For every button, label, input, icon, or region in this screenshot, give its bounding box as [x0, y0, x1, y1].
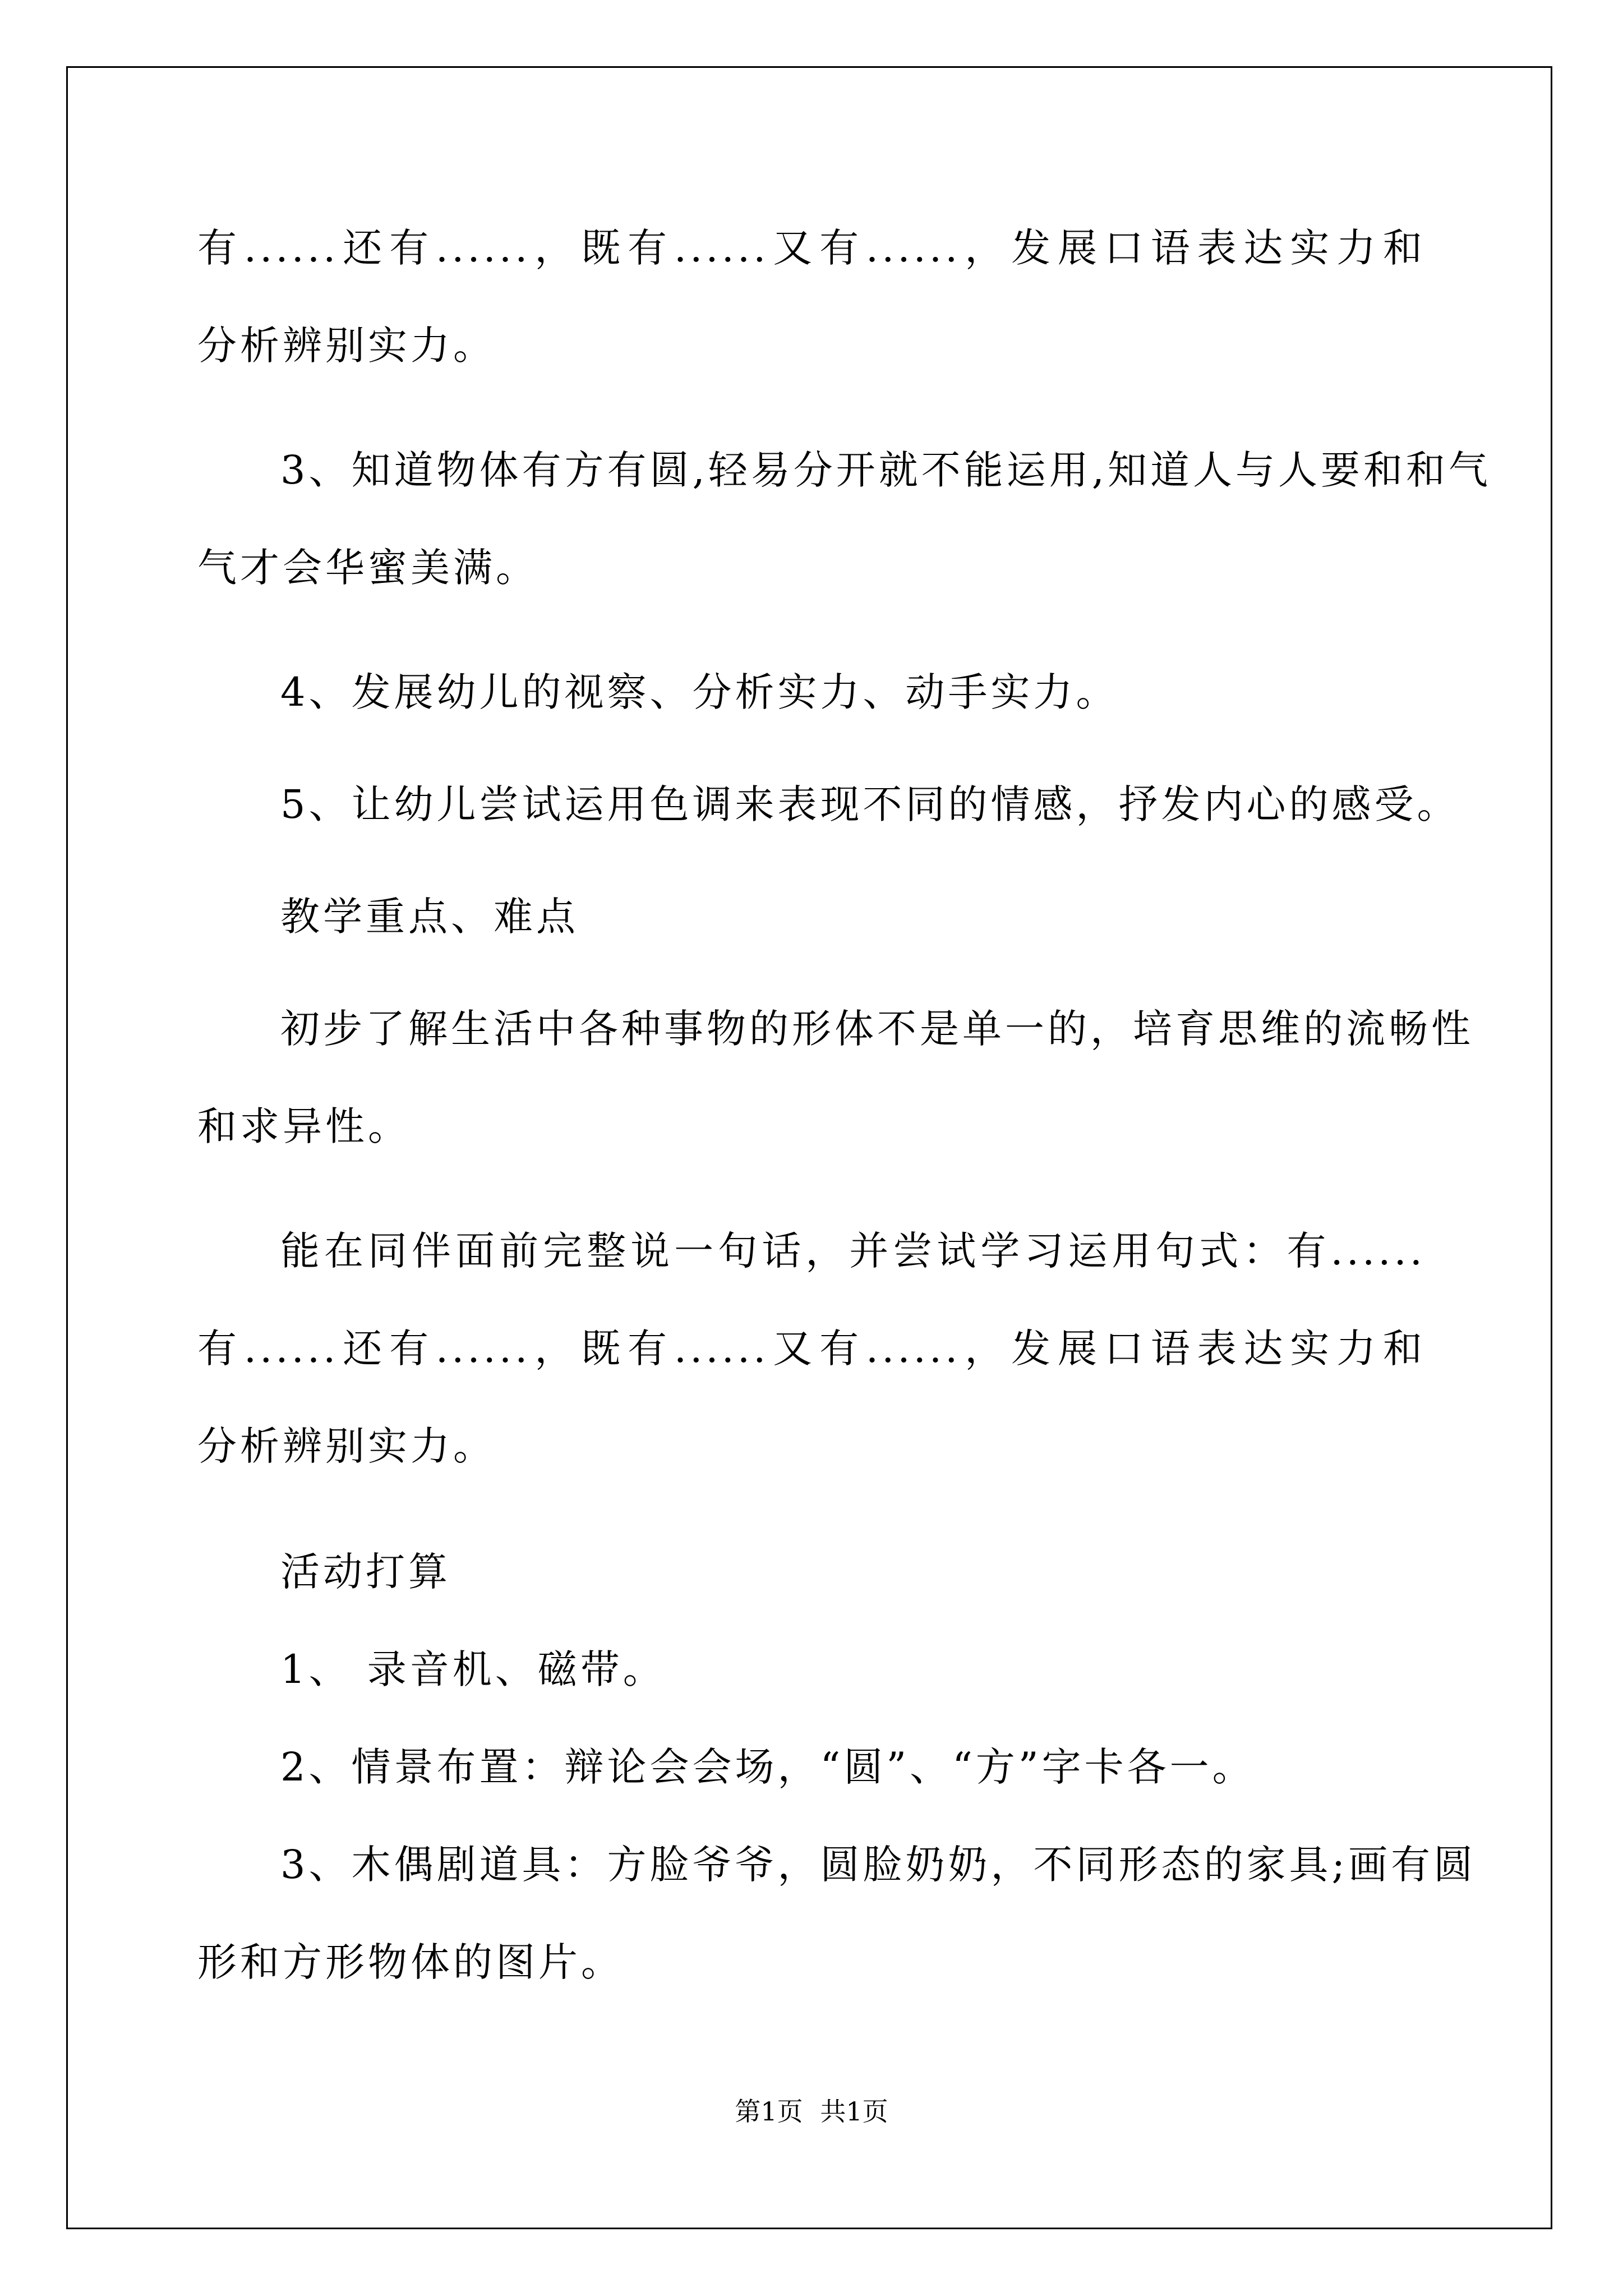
paragraph-line: 1、 录音机、磁带。	[280, 1646, 666, 1692]
paragraph-line: 初步了解生活中各种事物的形体不是单一的，培育思维的流畅性	[280, 1006, 1474, 1052]
paragraph-line: 能在同伴面前完整说一句话，并尝试学习运用句式：有......	[280, 1228, 1426, 1274]
paragraph-line: 有......还有......，既有......又有......，发展口语表达实力和	[197, 1326, 1426, 1372]
paragraph-line: 和求异性。	[197, 1103, 411, 1149]
page-number: 第1页	[735, 2096, 803, 2127]
page-total: 共1页	[820, 2096, 888, 2127]
section-heading: 教学重点、难点	[280, 894, 579, 940]
paragraph-line: 4、发展幼儿的视察、分析实力、动手实力。	[280, 669, 1119, 715]
paragraph-line: 气才会华蜜美满。	[197, 545, 538, 591]
paragraph-line: 分析辨别实力。	[197, 1423, 496, 1469]
paragraph-line: 分析辨别实力。	[197, 323, 496, 369]
paragraph-line: 2、情景布置：辩论会会场，“圆”、“方”字卡各一。	[280, 1744, 1255, 1790]
paragraph-line: 3、木偶剧道具：方脸爷爷，圆脸奶奶，不同形态的家具;画有圆	[280, 1842, 1477, 1888]
paragraph-line: 有......还有......，既有......又有......，发展口语表达实力和	[197, 225, 1426, 271]
page-footer	[0, 2095, 1623, 2128]
paragraph-line: 形和方形物体的图片。	[197, 1939, 624, 1985]
paragraph-line: 5、让幼儿尝试运用色调来表现不同的情感，抒发内心的感受。	[280, 781, 1460, 827]
section-heading: 活动打算	[280, 1549, 451, 1595]
paragraph-line: 3、知道物体有方有圆,轻易分开就不能运用,知道人与人要和和气	[280, 447, 1492, 493]
